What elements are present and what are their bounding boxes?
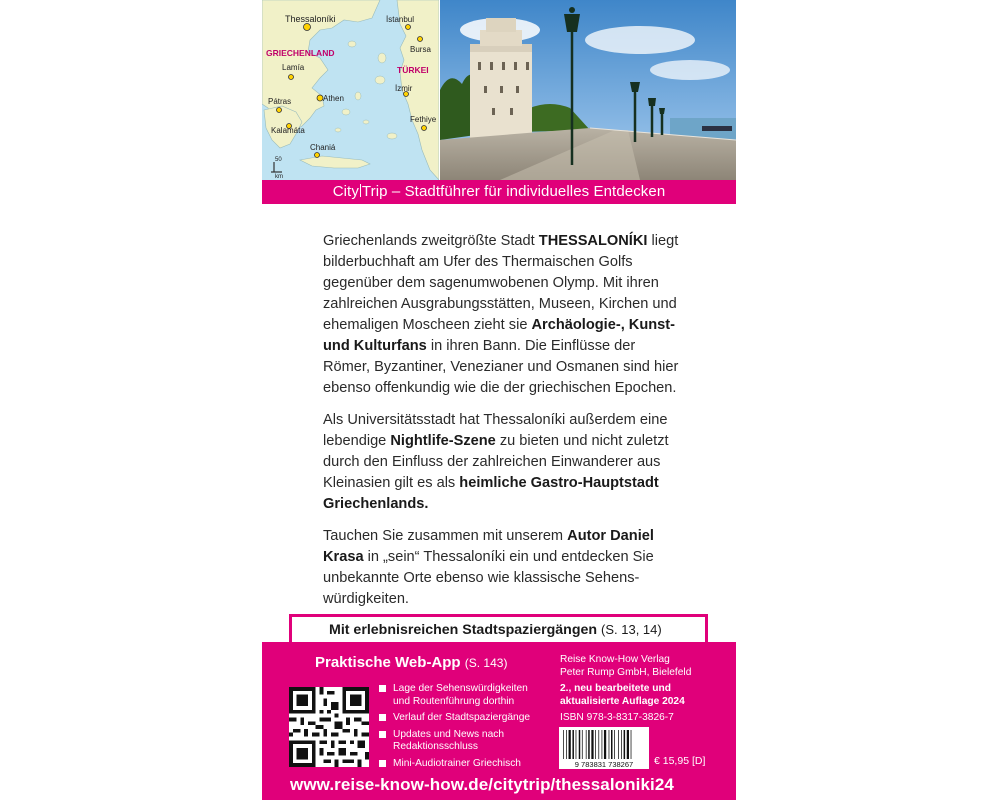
bullet-icon xyxy=(379,760,386,767)
map-scale-value: 50 xyxy=(275,157,282,163)
barcode-icon xyxy=(559,727,649,769)
walks-box xyxy=(289,614,708,642)
map-label-istanbul: İstanbul xyxy=(386,15,415,24)
bullet-icon xyxy=(379,685,386,692)
p1-text-2: liegt bilderbuchhaft am Ufer des Thermaischen Golfs gegenüber dem sagenumwobenen Olymp. Mit ihren zahlreichen Ausgrabungsstätten, Museen, Kirchen und ehemaligen Moscheen zieht sie xyxy=(323,233,679,333)
bullet-icon xyxy=(379,731,386,738)
blurb-paragraph-3 xyxy=(323,526,683,610)
map-label-bursa: Bursa xyxy=(410,45,431,54)
p1-text-3: in ihren Bann. Die Einflüsse der Römer, Byzantiner, Venezianer und Osmanen sind hier ebenso offenkundig wie die der griechischen Epochen. xyxy=(323,338,679,396)
map-label-kalamata: Kalamáta xyxy=(271,126,305,135)
map-label-chania: Chaniá xyxy=(310,143,336,152)
p1-text-1: Griechenlands zweitgrößte Stadt xyxy=(323,233,539,249)
map-label-lamia: Lamía xyxy=(282,63,305,72)
feature-text: Verlauf der Stadtspaziergänge xyxy=(393,712,531,723)
map-label-athen: Athen xyxy=(323,94,344,103)
webapp-feature-list xyxy=(379,683,539,774)
isbn: ISBN 978-3-8317-3826-7 xyxy=(560,712,674,723)
feature-item xyxy=(379,712,539,725)
bullet-icon xyxy=(379,714,386,721)
feature-item xyxy=(379,729,539,754)
info-footer xyxy=(262,642,736,800)
map-label-greece: GRIECHENLAND xyxy=(266,48,335,58)
slogan-city: City xyxy=(332,183,359,200)
map-label-thessaloniki: Thessaloníki xyxy=(285,14,336,24)
blurb-paragraph-2 xyxy=(323,410,683,515)
edition-note: 2., neu bearbeitete und aktualisierte Auflage 2024 xyxy=(560,683,685,707)
price: € 15,95 [D] xyxy=(654,755,706,767)
region-map xyxy=(262,0,439,180)
walks-label: Mit erlebnisreichen Stadtspaziergängen xyxy=(329,622,598,638)
barcode xyxy=(559,727,649,769)
p2-text-2: zu bieten und nicht zuletzt durch den Einfluss der zahlreichen Einwanderer aus Kleinasien gilt es als xyxy=(323,433,669,491)
blurb-text xyxy=(323,231,683,621)
map-label-turkey: TÜRKEI xyxy=(397,65,429,75)
blurb-paragraph-1 xyxy=(323,231,683,399)
map-label-fethiye: Fethiye xyxy=(410,115,437,124)
slogan-text: Trip – Stadtführer für individuelles Entdecken xyxy=(361,183,666,200)
publisher-line-2: Peter Rump GmbH, Bielefeld xyxy=(560,666,692,678)
p3-text-2: in „sein“ Thessaloníki ein und entdecken Sie unbekannte Orte ebenso wie klassische Sehenswürdigkeiten. xyxy=(323,549,654,607)
p2-bold-2: heimliche Gastro-Hauptstadt Griechenlands. xyxy=(323,475,659,512)
map-label-patras: Pátras xyxy=(268,97,292,106)
qr-code[interactable] xyxy=(289,687,369,767)
feature-text: Mini-Audiotrainer Griechisch xyxy=(393,757,521,769)
map-graphic xyxy=(262,0,439,180)
series-slogan-bar xyxy=(262,180,736,204)
website-link[interactable]: www.reise-know-how.de/citytrip/thessaloniki24 xyxy=(290,775,674,794)
walks-page-ref: (S. 13, 14) xyxy=(601,622,662,637)
photo-illustration xyxy=(440,0,736,180)
qr-code-icon xyxy=(289,687,369,767)
p2-bold-1: Nightlife-Szene xyxy=(390,433,496,449)
webapp-title xyxy=(315,654,507,671)
feature-text: Updates und News nach Redaktionsschluss xyxy=(393,728,504,752)
barcode-digits: 9 783831 738267 xyxy=(574,760,634,769)
publisher-line-1: Reise Know-How Verlag xyxy=(560,654,670,665)
slogan-separator xyxy=(360,184,361,197)
p3-bold-1: Autor Daniel Krasa xyxy=(323,528,654,565)
p3-text-1: Tauchen Sie zusammen mit unserem xyxy=(323,528,568,544)
publisher-info xyxy=(560,654,730,725)
p2-text-1: Als Universitätsstadt hat Thessaloníki außerdem eine lebendige xyxy=(323,412,668,449)
p1-bold-1: THESSALONÍKI xyxy=(538,233,648,249)
map-scale-unit: km xyxy=(275,174,283,180)
feature-item xyxy=(379,758,539,771)
webapp-title-text: Praktische Web-App xyxy=(315,654,461,671)
webapp-page-ref: (S. 143) xyxy=(464,656,508,670)
map-label-izmir: İzmir xyxy=(395,84,413,93)
book-back-cover xyxy=(262,0,736,800)
feature-text: Lage der Sehenswürdigkeiten und Routenführung dorthin xyxy=(393,683,528,707)
p1-bold-2: Archäologie-, Kunst- und Kulturfans xyxy=(323,317,676,354)
white-tower-photo xyxy=(440,0,736,180)
feature-item xyxy=(379,683,539,708)
